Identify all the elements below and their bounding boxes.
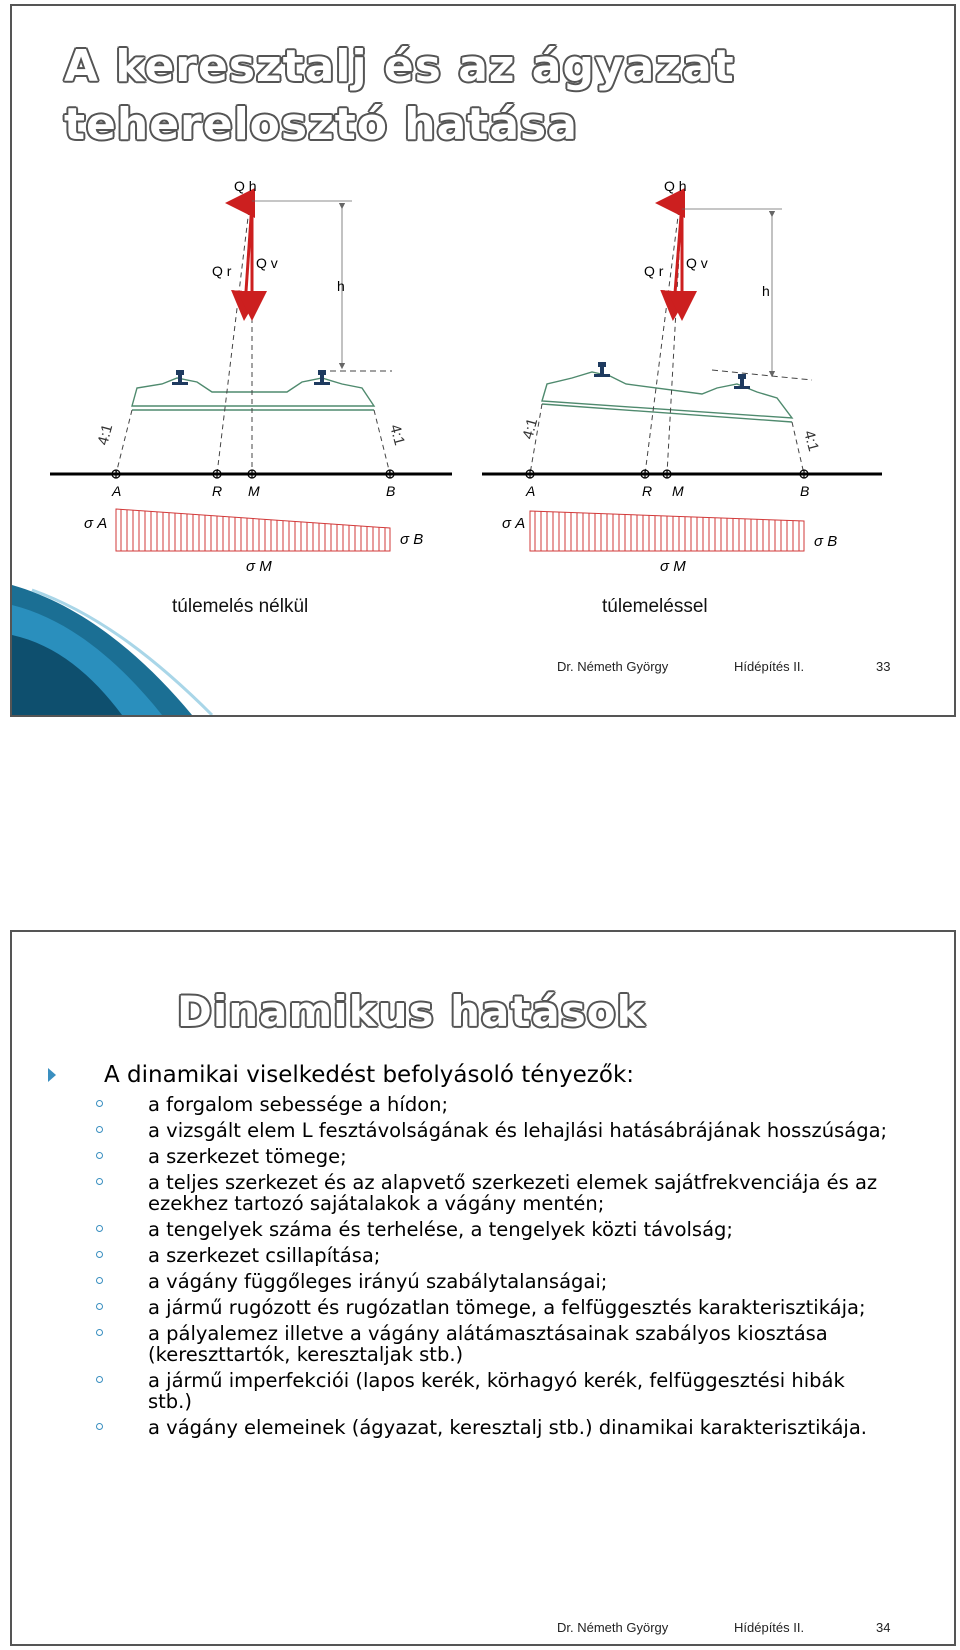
list-item: a vizsgált elem L fesztávolságának és lehajlási hatásábrájának hosszúsága; [48, 1120, 928, 1141]
circle-bullet-icon [96, 1178, 103, 1185]
diagram-right [482, 178, 882, 575]
circle-bullet-icon [96, 1100, 103, 1107]
footer-author: Dr. Németh György [557, 1620, 669, 1635]
rail-icon [594, 362, 610, 377]
sigma-b-label: σ B [400, 531, 424, 548]
footer-page-number: 33 [876, 659, 891, 674]
list-item: a pályalemez illetve a vágány alátámasztásainak szabályos kiosztása (kereszttartók, keresztaljak stb.) [48, 1323, 928, 1365]
ratio-label: 4:1 [519, 416, 542, 442]
sigma-a-label: σ A [84, 515, 108, 532]
ballast-profile [132, 378, 374, 406]
force-qr-label: Q r [644, 263, 664, 279]
height-label: h [337, 278, 345, 294]
list-item: a vágány elemeinek (ágyazat, keresztalj stb.) dinamikai karakterisztikája. [48, 1417, 928, 1438]
point-m-label: M [672, 483, 684, 499]
height-label: h [762, 283, 770, 299]
sigma-m-label: σ M [246, 558, 272, 575]
sigma-m-label: σ M [660, 558, 686, 575]
force-qr-label: Q r [212, 263, 232, 279]
point-b-label: B [800, 483, 810, 499]
circle-bullet-icon [96, 1152, 103, 1159]
list-item: a tengelyek száma és terhelése, a tengelyek közti távolság; [48, 1219, 928, 1240]
sub-bullet-list [48, 1094, 928, 1438]
circle-bullet-icon [96, 1376, 103, 1383]
circle-bullet-icon [96, 1277, 103, 1284]
rail-icon [314, 370, 330, 385]
rail-icon [734, 374, 750, 389]
slide-34 [10, 930, 956, 1646]
point-a-label: A [112, 483, 122, 499]
list-item: a teljes szerkezet és az alapvető szerkezeti elemek sajátfrekvenciája és az ezekhez tartozó sajátalakok a vágány mentén; [48, 1172, 928, 1214]
circle-bullet-icon [96, 1251, 103, 1258]
footer-course: Hídépítés II. [734, 659, 805, 674]
caption-left: túlemelés nélkül [172, 596, 309, 617]
triangle-bullet-icon [48, 1068, 56, 1082]
sigma-b-label: σ B [814, 533, 838, 550]
rail-icon [172, 370, 188, 385]
point-r-label: R [642, 483, 653, 499]
slide-33 [10, 4, 956, 717]
list-item: a jármű imperfekciói (lapos kerék, körhagyó kerék, felfüggesztési hibák stb.) [48, 1370, 928, 1412]
circle-bullet-icon [96, 1423, 103, 1430]
point-r-label: R [212, 483, 223, 499]
footer-course: Hídépítés II. [734, 1620, 805, 1635]
footer-author: Dr. Németh György [557, 659, 669, 674]
main-bullet-item: A dinamikai viselkedést befolyásoló tényezők: [48, 1062, 928, 1088]
footer-page-number: 34 [876, 1620, 891, 1635]
list-item: a jármű rugózott és rugózatlan tömege, a felfüggesztés karakterisztikája; [48, 1297, 928, 1318]
slide-title: A keresztalj és az ágyazat teherelosztó hatása [64, 41, 735, 150]
sigma-a-label: σ A [502, 515, 526, 532]
ratio-label: 4:1 [94, 422, 117, 448]
point-b-label: B [386, 483, 396, 499]
circle-bullet-icon [96, 1225, 103, 1232]
slide-title: Dinamikus hatások [177, 987, 646, 1036]
point-a-label: A [526, 483, 536, 499]
circle-bullet-icon [96, 1303, 103, 1310]
force-qh-label: Q h [234, 178, 257, 194]
list-item: a forgalom sebessége a hídon; [48, 1094, 928, 1115]
content-list [48, 1062, 928, 1443]
caption-right: túlemeléssel [602, 596, 708, 617]
force-qv-label: Q v [256, 255, 278, 271]
diagram-left [50, 178, 452, 575]
stress-distribution [116, 509, 390, 551]
force-qh-label: Q h [664, 178, 687, 194]
list-item: a vágány függőleges irányú szabálytalanságai; [48, 1271, 928, 1292]
ballast-profile [542, 372, 792, 418]
ratio-label: 4:1 [800, 428, 822, 454]
list-item: a szerkezet tömege; [48, 1146, 928, 1167]
circle-bullet-icon [96, 1126, 103, 1133]
circle-bullet-icon [96, 1329, 103, 1336]
stress-distribution [530, 511, 804, 551]
force-qv-label: Q v [686, 255, 708, 271]
decorative-wave [12, 575, 272, 715]
list-item: a szerkezet csillapítása; [48, 1245, 928, 1266]
ratio-label: 4:1 [386, 422, 408, 448]
point-m-label: M [248, 483, 260, 499]
